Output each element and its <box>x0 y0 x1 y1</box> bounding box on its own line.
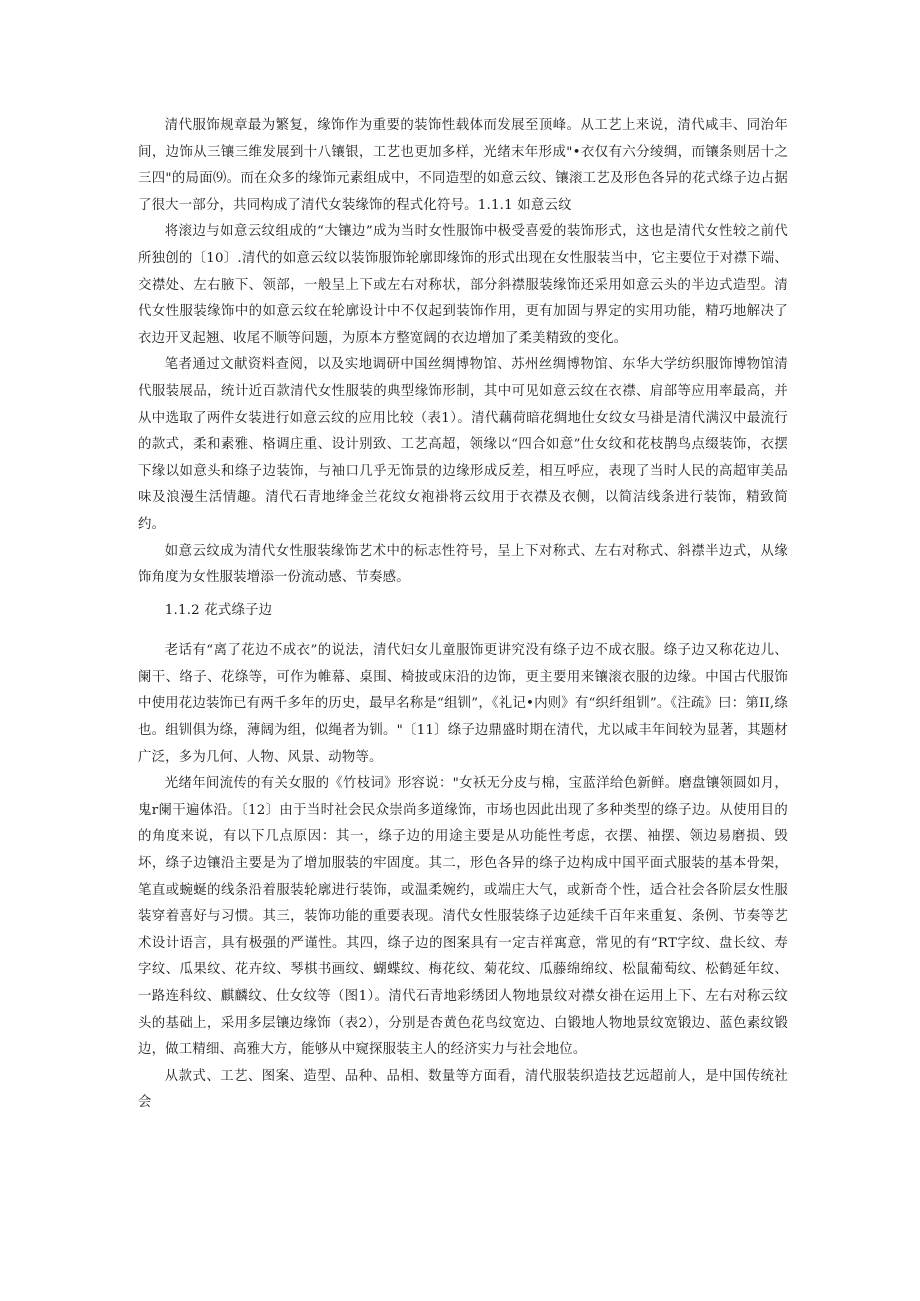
body-paragraph-3: 笔者通过文献资料查阅，以及实地调研中国丝绸博物馆、苏州丝绸博物馆、东华大学纺织服饰博物馆清代服装展品，统计近百款清代女性服装的典型缘饰形制，其中可见如意云纹在衣襟、肩部等应用率最高，并从中选取了两件女装进行如意云纹的应用比较（表1）。清代藕荷暗花绸地仕女纹女马褂是清代满汉中最流行的款式，柔和素雅、格调庄重、设计别致、工艺高超，领缘以“四合如意”仕女纹和花枝鹊鸟点缀装饰，衣摆下缘以如意头和绦子边装饰，与袖口几乎无饰景的边缘形成反差，相互呼应，表现了当时人民的高超审美品味及浪漫生活情趣。清代石青地绛金兰花纹女袍褂将云纹用于衣襟及衣侧，以简洁线条进行装饰，精致简约。 <box>138 357 788 532</box>
body-paragraph-2: 将滚边与如意云纹组成的“大镶边”成为当时女性服饰中极受喜爱的装饰形式，这也是清代女性较之前代所独创的〔10〕.清代的如意云纹以装饰服饰轮廓即缘饰的形式出现在女性服装当中，它主要位于对襟下端、交襟处、左右腋下、领部，一般呈上下或左右对称状，部分斜襟服装缘饰还采用如意云头的半边式造型。清代女性服装缘饰中的如意云纹在轮廓设计中不仅起到装饰作用，更有加固与界定的实用功能，精巧地解决了衣边开叉起翘、收尾不顺等问题，为原本方整宽阔的衣边增加了柔美精致的变化。 <box>138 224 788 346</box>
body-paragraph-5: 老话有“离了花边不成衣”的说法，清代妇女儿童服饰更讲究没有绦子边不成衣服。绦子边又称花边儿、阑干、络子、花绦等，可作为帷幕、桌围、椅披或床沿的边饰，更主要用来镶滚衣服的边缘。中国古代服饰中使用花边装饰已有两千多年的历史，最早名称是“组钏”，《礼记•内则》有“织纤组钏”。《注疏》曰：第II,绦也。组钏俱为绦，薄阔为组，似绳者为钏。"〔11〕绦子边鼎盛时期在清代，尤以咸丰年间较为显著，其题材广泛，多为几何、人物、风景、动物等。 <box>138 643 788 765</box>
body-paragraph-7: 从款式、工艺、图案、造型、品种、品相、数量等方面看，清代服装织造技艺远超前人，是中国传统社会 <box>138 1068 788 1111</box>
body-paragraph-1: 清代服饰规章最为繁复，缘饰作为重要的装饰性载体而发展至顶峰。从工艺上来说，清代咸丰、同治年间，边饰从三镶三维发展到十八镶银，工艺也更加多样，光绪末年形成"•衣仅有六分绫绸，而镶条则居十之三四"的局面⑼。而在众多的缘饰元素组成中，不同造型的如意云纹、镶滚工艺及形色各异的花式绦子边占据了很大一部分，共同构成了清代女装缘饰的程式化符号。1.1.1 如意云纹 <box>138 118 788 213</box>
body-paragraph-4: 如意云纹成为清代女性服装缘饰艺术中的标志性符号，呈上下对称式、左右对称式、斜襟半边式，从缘饰角度为女性服装增添一份流动感、节奏感。 <box>138 543 788 586</box>
section-heading: 1.1.2 花式绦子边 <box>164 602 273 618</box>
document-page <box>138 113 788 1117</box>
body-paragraph-6: 光绪年间流传的有关女服的《竹枝词》形容说："女袄无分皮与棉，宝蓝洋给色新鲜。磨盘镶领圆如月，鬼r阑干遍体沿。〔12〕由于当时社会民众崇尚多道缘饰，市场也因此出现了多种类型的绦子边。从使用目的的角度来说，有以下几点原因：其一，绦子边的用途主要是从功能性考虑，衣摆、袖摆、领边易磨损、毁坏，绦子边镶沿主要是为了增加服装的牢固度。其二，形色各异的绦子边构成中国平面式服装的基本骨架，笔直或蜿蜒的线条沿着服装轮廓进行装饰，或温柔婉约，或端庄大气，或新奇个性，适合社会各阶层女性服装穿着喜好与习惯。其三，装饰功能的重要表现。清代女性服装绦子边延续千百年来重复、条例、节奏等艺术设计语言，具有极强的严谨性。其四，绦子边的图案具有一定吉祥寓意，常见的有“RT字纹、盘长纹、寿字纹、瓜果纹、花卉纹、琴棋书画纹、蝴蝶纹、梅花纹、菊花纹、瓜藤绵绵纹、松鼠葡萄纹、松鹤延年纹、一路连科纹、麒麟纹、仕女纹等（图1）。清代石青地彩绣团人物地景纹对襟女褂在运用上下、左右对称云纹头的基础上，采用多层镶边缘饰（表2），分别是杏黄色花鸟纹宽边、白锻地人物地景纹宽锻边、蓝色素纹锻边，做工精细、高雅大方，能够从中窥探服装主人的经济实力与社会地位。 <box>138 776 788 1058</box>
